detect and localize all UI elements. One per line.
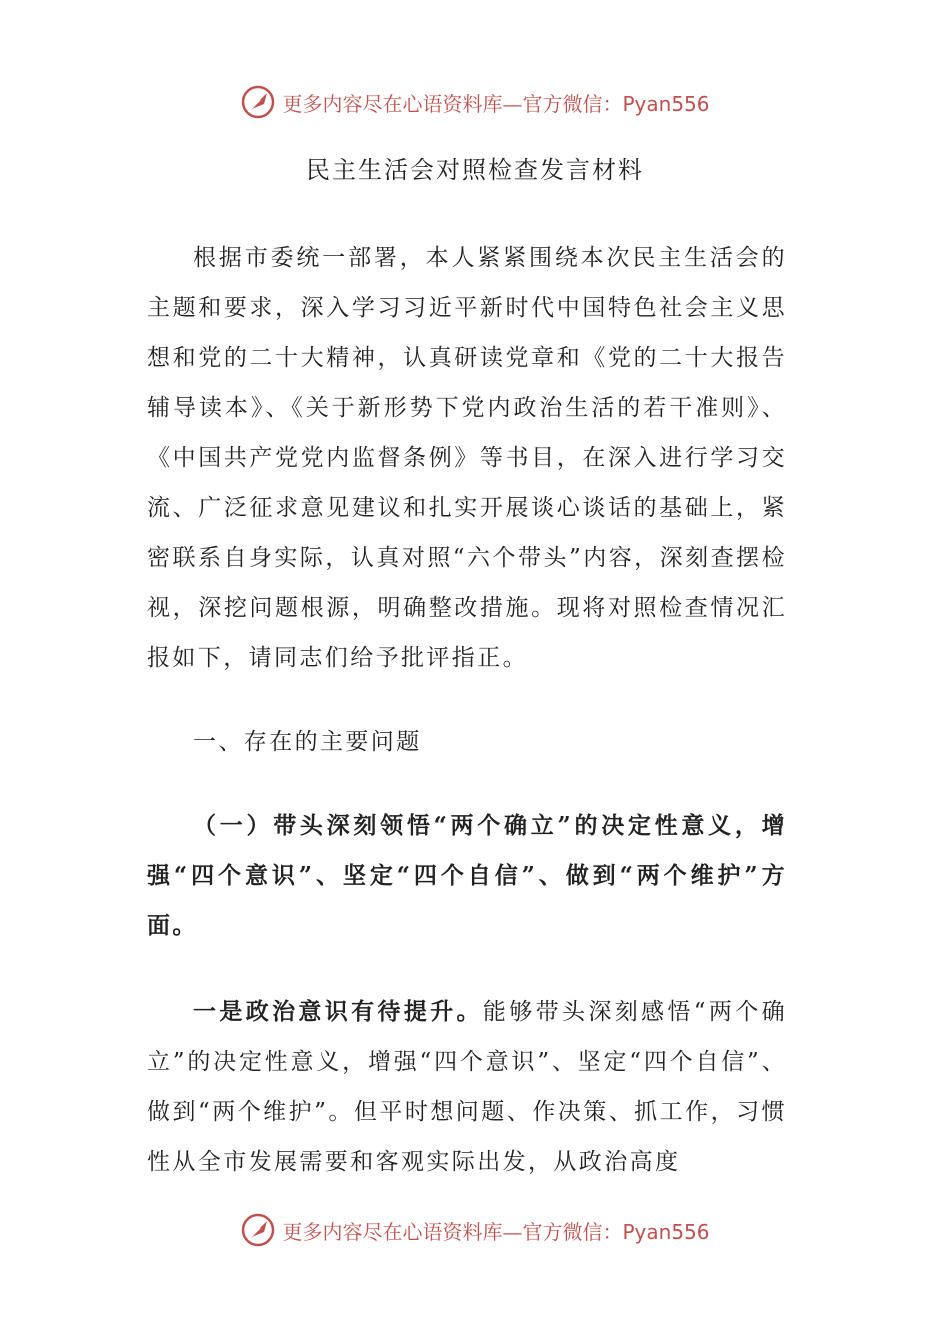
quill-logo-icon — [240, 1212, 276, 1248]
banner-text — [282, 1216, 709, 1245]
point-text: 能够带头深刻感悟“两个确立”的决定性意义，增强“四个意识”、坚定“四个自信”、做到“两个维护”。但平时想问题、作决策、抓工作，习惯性从全市发展需要和客观实际出发，从政治高度 — [147, 999, 787, 1175]
point-paragraph — [147, 987, 787, 1187]
banner-slogan: 更多内容尽在心语资料库—官方微信： — [282, 1219, 623, 1244]
intro-paragraph: 根据市委统一部署，本人紧紧围绕本次民主生活会的主题和要求，深入学习习近平新时代中国特色社会主义思想和党的二十大精神，认真研读党章和《党的二十大报告辅导读本》、《关于新形势下党内政治生活的若干准则》、《中国共产党党内监督条例》等书目，在深入进行学习交流、广泛征求意见建议和扎实开展谈心谈话的基础上，紧密联系自身实际，认真对照“六个带头”内容，深刻查摆检视，深挖问题根源，明确整改措施。现将对照检查情况汇报如下，请同志们给予批评指正。 — [147, 245, 787, 671]
banner-text — [282, 88, 709, 117]
quill-logo-icon — [240, 84, 276, 120]
banner-wechat-id: Pyan556 — [622, 1219, 710, 1244]
header-watermark-banner — [0, 82, 950, 122]
footer-watermark-banner — [0, 1210, 950, 1250]
document-title: 民主生活会对照检查发言材料 — [306, 156, 644, 184]
banner-wechat-id: Pyan556 — [622, 91, 710, 116]
subsection-heading: （一）带头深刻领悟“两个确立”的决定性意义，增强“四个意识”、坚定“四个自信”、做到“两个维护”方面。 — [147, 812, 787, 939]
banner-slogan: 更多内容尽在心语资料库—官方微信： — [282, 91, 623, 116]
point-lead: 一是政治意识有待提升。 — [193, 998, 483, 1025]
section-heading: 一、存在的主要问题 — [193, 729, 422, 755]
document-body — [147, 233, 787, 1187]
